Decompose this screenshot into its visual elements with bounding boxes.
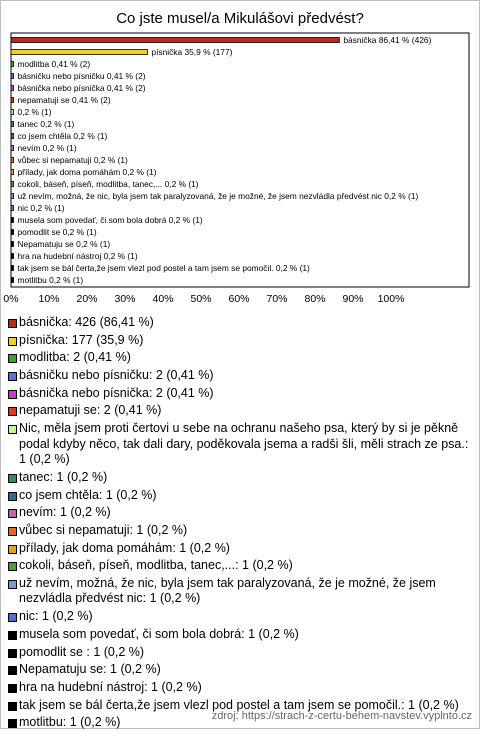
x-tick-label: 50%: [190, 293, 212, 305]
legend-label: hra na hudební nástroj: 1 (0,2 %): [19, 679, 202, 694]
legend-label: vůbec si nepamatuji: 1 (0,2 %): [19, 522, 188, 537]
legend-item: [8, 403, 470, 419]
legend-swatch: [8, 354, 17, 363]
bar-label: hra na hudební nástroj 0,2 % (1): [17, 251, 138, 261]
legend-swatch: [8, 527, 17, 536]
x-tick-label: 40%: [152, 293, 174, 305]
legend-swatch: [8, 474, 17, 483]
x-tick-label: 90%: [342, 293, 364, 305]
bar-label: motlitbu 0,2 % (1): [17, 275, 84, 285]
legend-label: motlitbu: 1 (0,2 %): [19, 715, 121, 730]
bar-label: nepamatuji se 0,41 % (2): [17, 95, 111, 105]
legend-label: co jsem chtěla: 1 (0,2 %): [19, 487, 157, 502]
legend-label: Nic, měla jsem proti čertovi u sebe na ochranu našeho psa, který by si je pěkně podal kdyby něco, tak dali dary, poděkovala jsema a radši šli, měli strach ze psa.: 1 (0,2 %): [19, 421, 469, 467]
legend-label: pomodlit se : 1 (0,2 %): [19, 644, 145, 659]
legend-swatch: [8, 372, 17, 381]
legend-swatch: [8, 390, 17, 399]
legend-item: [8, 609, 470, 625]
legend-swatch: [8, 719, 17, 728]
bar: [11, 74, 14, 79]
legend-item: [8, 558, 470, 574]
legend-item: [8, 662, 470, 678]
x-tick-label: 0%: [3, 293, 19, 305]
legend-item: [8, 421, 470, 468]
x-tick-label: 30%: [114, 293, 136, 305]
legend-swatch: [8, 649, 17, 658]
bar-label: nevím 0,2 % (1): [17, 143, 77, 153]
legend-swatch: [8, 580, 17, 589]
bar: [11, 98, 14, 103]
legend-label: modlitba: 2 (0,41 %): [19, 350, 131, 365]
bar: [11, 230, 14, 235]
legend-label: Nepamatuju se: 1 (0,2 %): [19, 662, 161, 677]
legend-label: tak jsem se bál čerta,že jsem vlezl pod postel a tam jsem se pomočil.: 1 (0,2 %): [19, 697, 459, 712]
chart-legend: [8, 315, 470, 733]
legend-item: [8, 576, 470, 607]
legend-label: nepamatuji se: 2 (0,41 %): [19, 403, 162, 418]
bar-label: pomodlit se 0,2 % (1): [17, 227, 97, 237]
x-tick-label: 20%: [76, 293, 98, 305]
x-tick-label: 10%: [38, 293, 60, 305]
legend-label: cokoli, báseň, píseň, modlitba, tanec,...: 1 (0,2 %): [19, 558, 293, 573]
x-tick-label: 60%: [228, 293, 250, 305]
legend-swatch: [8, 702, 17, 711]
legend-item: [8, 505, 470, 521]
legend-swatch: [8, 337, 17, 346]
bar: [11, 62, 14, 67]
bar: [11, 50, 147, 55]
bar-chart: [0, 0, 480, 310]
x-tick-label: 70%: [266, 293, 288, 305]
legend-swatch: [8, 613, 17, 622]
legend-label: nevím: 1 (0,2 %): [19, 505, 111, 520]
legend-swatch: [8, 492, 17, 501]
bar: [11, 38, 339, 43]
legend-swatch: [8, 319, 17, 328]
bar-label: modlitba 0,41 % (2): [17, 59, 91, 69]
bar: [11, 146, 14, 151]
legend-swatch: [8, 545, 17, 554]
legend-item: [8, 680, 470, 696]
legend-item: [8, 333, 470, 349]
bar-label: básničku nebo písničku 0,41 % (2): [17, 71, 146, 81]
bar-label: už nevím, možná, že nic, byla jsem tak paralyzovaná, že je možné, že jsem nezvládla předvést nic 0,2 % (1): [17, 191, 419, 201]
legend-label: už nevím, možná, že nic, byla jsem tak paralyzovaná, že je možné, že jsem nezvládla předvést nic: 1 (0,2 %): [19, 575, 436, 606]
legend-item: [8, 627, 470, 643]
bar-label: písnička 35,9 % (177): [151, 47, 233, 57]
chart-title: Co jste musel/a Mikulášovi předvést?: [116, 10, 364, 27]
legend-label: přílady, jak doma pomáhám: 1 (0,2 %): [19, 540, 230, 555]
bar: [11, 278, 14, 283]
bar-label: básnička 86,41 % (426): [343, 35, 432, 45]
bar-label: nic 0,2 % (1): [17, 203, 65, 213]
legend-item: [8, 541, 470, 557]
legend-item: [8, 523, 470, 539]
bar: [11, 194, 14, 199]
bar: [11, 170, 14, 175]
bar: [11, 134, 14, 139]
bar: [11, 182, 14, 187]
legend-item: [8, 645, 470, 661]
bar: [11, 266, 14, 271]
legend-item: [8, 488, 470, 504]
legend-swatch: [8, 631, 17, 640]
bar: [11, 254, 14, 259]
bar-label: musela som povedať, či som bola dobrá 0,2 % (1): [17, 215, 203, 225]
bar-label: vůbec si nepamatuji 0,2 % (1): [17, 155, 128, 165]
legend-swatch: [8, 562, 17, 571]
legend-item: [8, 386, 470, 402]
x-tick-label: 100%: [377, 293, 405, 305]
bar: [11, 242, 14, 247]
bar-label: Nepamatuju se 0,2 % (1): [17, 239, 111, 249]
legend-label: básnička: 426 (86,41 %): [19, 315, 154, 329]
bar: [11, 158, 14, 163]
legend-item: [8, 470, 470, 486]
source-note: zdroj: https://strach-z-certu-behem-navstev.vyplnto.cz: [211, 710, 472, 722]
legend-label: musela som povedať, či som bola dobrá: 1 (0,2 %): [19, 626, 299, 641]
bar-label: přílady, jak doma pomáhám 0,2 % (1): [17, 167, 157, 177]
bar-label: tanec 0,2 % (1): [17, 119, 75, 129]
legend-swatch: [8, 425, 17, 434]
x-tick-label: 80%: [304, 293, 326, 305]
legend-swatch: [8, 407, 17, 416]
bar-label: cokoli, báseň, píseň, modlitba, tanec,... 0,2 % (1): [17, 179, 199, 189]
bar: [11, 206, 14, 211]
legend-label: nic: 1 (0,2 %): [19, 609, 93, 624]
bar: [11, 218, 14, 223]
bar-label: 0,2 % (1): [17, 107, 52, 117]
bar: [11, 86, 14, 91]
legend-label: básnička nebo písnička: 2 (0,41 %): [19, 385, 214, 400]
legend-label: písnička: 177 (35,9 %): [19, 332, 144, 347]
legend-item: [8, 315, 470, 331]
bar: [11, 122, 14, 127]
bar: [11, 110, 14, 115]
legend-swatch: [8, 666, 17, 675]
legend-label: tanec: 1 (0,2 %): [19, 469, 108, 484]
legend-swatch: [8, 509, 17, 518]
bar-label: co jsem chtěla 0,2 % (1): [17, 131, 108, 141]
legend-item: [8, 350, 470, 366]
legend-swatch: [8, 684, 17, 693]
legend-label: básničku nebo písničku: 2 (0,41 %): [19, 368, 214, 383]
bar-label: tak jsem se bál čerta,že jsem vlezl pod postel a tam jsem se pomočil. 0,2 % (1): [17, 263, 310, 273]
bar-label: básnička nebo písnička 0,41 % (2): [17, 83, 146, 93]
legend-item: [8, 368, 470, 384]
